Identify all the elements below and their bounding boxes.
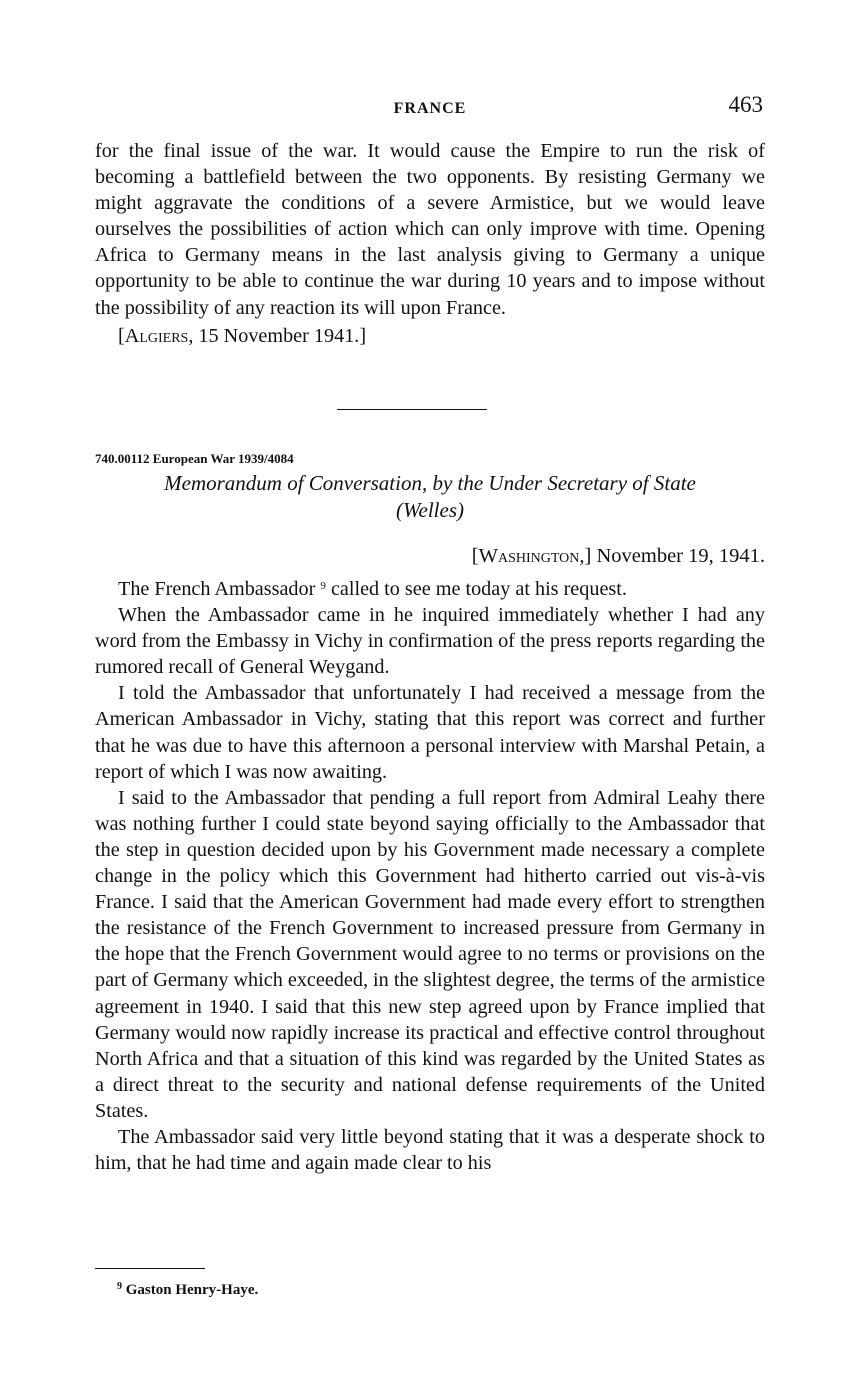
footnote-divider (95, 1268, 205, 1269)
dateline (472, 545, 765, 568)
document-title-line-1: Memorandum of Conversation, by the Under Secretary of State (164, 471, 696, 495)
paragraph-1-text-b: called to see me today at his request. (325, 578, 627, 600)
running-title: FRANCE (393, 100, 467, 117)
document-title-line-2: (Welles) (395, 498, 465, 522)
footnote-mark: 9 (117, 1281, 122, 1292)
page-number: 463 (728, 92, 763, 117)
footnote-reference: 9 (320, 580, 326, 592)
dateline-date: ,] November 19, 1941. (579, 545, 765, 567)
continued-paragraph: for the final issue of the war. It would cause the Empire to run the risk of becoming a battlefield between the two opponents. By resisting Germany we might aggravate the conditions of a severe Armistice, but we would leave ourselves the possibilities of action which can only improve with time. Opening Africa to Germany means in the last analysis giving to Germany a unique opportunity to be able to continue the war during 10 years and to impose without the possibility of any reaction its will upon France. (95, 140, 765, 319)
document-title (95, 470, 765, 524)
memorandum-body (95, 576, 765, 1176)
previous-document-place: Algiers (124, 324, 189, 347)
running-head (95, 92, 765, 126)
footnote-text: Gaston Henry-Haye. (122, 1282, 259, 1298)
previous-document-date: , 15 November 1941.] (188, 324, 367, 347)
document-page (95, 0, 765, 1379)
dateline-place: Washington (478, 545, 580, 567)
open-bracket: [ (118, 324, 125, 347)
previous-document-place-date (118, 323, 765, 349)
paragraph-4: I said to the Ambassador that pending a full report from Admiral Leahy there was nothing further I could state beyond saying officially to the Ambassador that the step in question decided upon by his Government made necessary a complete change in the policy which this Government had hitherto carried out vis-à-vis France. I said that the American Government had made every effort to strengthen the resistance of the French Government to increased pressure from Germany in the hope that the French Government would agree to no terms or provisions on the part of Germany which exceeded, in the slightest degree, the terms of the armistice agreement in 1940. I said that this new step agreed upon by France implied that Germany would now rapidly increase its practical and effective control throughout North Africa and that a situation of this kind was regarded by the United States as a direct threat to the security and national defense requirements of the United States. (95, 786, 765, 1122)
paragraph-2: When the Ambassador came in he inquired immediately whether I had any word from the Embassy in Vichy in confirmation of the press reports regarding the rumored recall of General Weygand. (95, 604, 765, 679)
paragraph-1 (95, 576, 765, 602)
section-divider (337, 409, 487, 410)
file-reference: 740.00112 European War 1939/4084 (95, 451, 294, 466)
paragraph-5: The Ambassador said very little beyond stating that it was a desperate shock to him, that he had time and again made clear to his (95, 1125, 765, 1175)
paragraph-3: I told the Ambassador that unfortunately I had received a message from the American Ambassador in Vichy, stating that this report was correct and further that he was due to have this afternoon a personal interview with Marshal Petain, a report of which I was now awaiting. (95, 682, 765, 783)
dateline-open-bracket: [ (471, 545, 479, 567)
continued-text (95, 138, 765, 349)
paragraph-1-text-a: The French Ambassador (118, 578, 316, 600)
footnote (117, 1282, 258, 1299)
